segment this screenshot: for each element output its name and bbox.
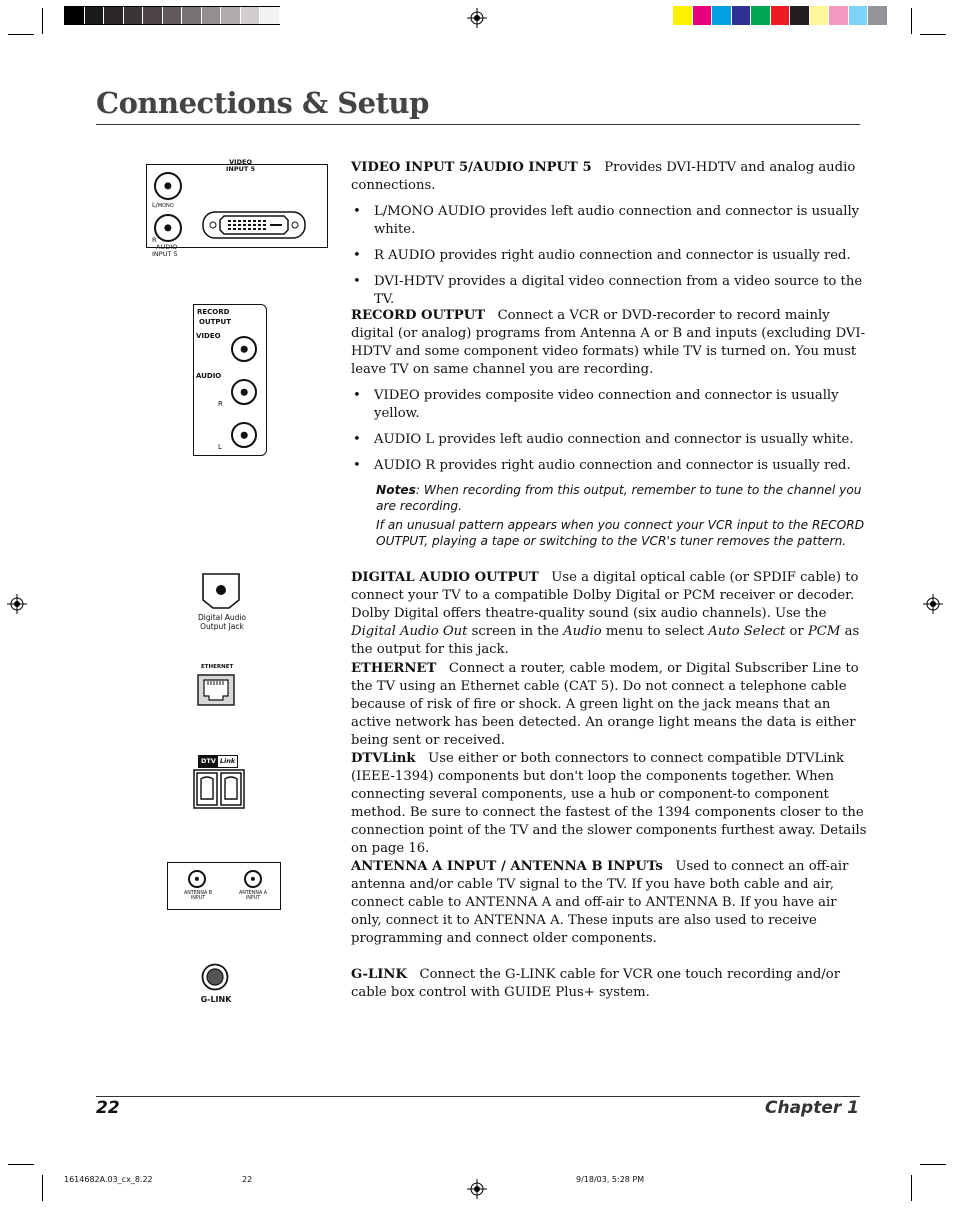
color-swatch [771,6,791,25]
antenna-a-input-label: INPUT [245,896,261,901]
color-swatch [124,7,144,24]
color-swatch [202,7,222,24]
record-output-illustration [193,304,267,456]
section-heading: DIGITAL AUDIO OUTPUT [351,570,539,585]
record-audio-l-jack [231,422,257,448]
section-g-link [351,966,867,1010]
section-record-output [351,307,867,553]
color-swatch [85,7,105,24]
section-antenna-inputs [351,858,867,956]
list-item: • AUDIO R provides right audio connection and connector is usually red. [351,457,867,475]
audio-label: AUDIO [156,243,178,251]
section-text: Connect the G-LINK cable for VCR one touch recording and/or cable box control with GUIDE Plus+ system. [351,967,840,1000]
process-color-bar [673,6,889,25]
slug-filename: 1614682A.03_cx_8.22 [64,1175,153,1184]
antenna-inputs-illustration [167,862,281,910]
footer-rule [96,1096,860,1097]
color-swatch [260,7,280,24]
section-text: Used to connect an off-air antenna and/or cable TV signal to the TV. If you have both cable and air, connect cable to ANTENNA A and off-air to ANTENNA B. If you have air only, connect it to ANTENNA A. These inputs are also used to receive programming and connect older components. [351,859,849,946]
color-swatch [790,6,810,25]
section-digital-audio-output: DIGITAL AUDIO OUTPUT Use a digital optical cable (or SPDIF cable) to connect your TV to a compatible Dolby Digital or PCM receiver or decoder. Dolby Digital offers theatre-quality sound (six audio channels). Use the Digital Audio Out screen in the Audio menu to select Auto Select or PCM as the output for this jack. [351,570,860,657]
list-item: • AUDIO L provides left audio connection and connector is usually white. [351,431,867,449]
section-heading: ETHERNET [351,661,437,676]
list-item: • L/MONO AUDIO provides left audio connection and connector is usually white. [351,203,867,239]
digital-audio-illustration [192,572,252,638]
audio-label: AUDIO [196,372,222,380]
grayscale-color-bar [64,6,280,25]
section-dtvlink [351,750,867,866]
section-heading: G-LINK [351,967,407,982]
ethernet-jack-icon [197,674,235,706]
antenna-b-input-label: INPUT [190,896,206,901]
record-label: RECORD [197,308,230,316]
ieee1394-ports-icon [193,769,245,809]
registration-target-icon [467,8,487,28]
section-ethernet [351,660,867,758]
r-label: R [152,236,157,244]
notes-label: Notes [376,483,416,497]
video-input-5-illustration [146,160,330,260]
color-swatch [712,6,732,25]
mono-label: MONO [157,203,174,209]
color-swatch [751,6,771,25]
g-link-label: G-LINK [200,995,232,1004]
dvi-connector-icon [202,208,306,242]
section-text: Connect a router, cable modem, or Digital Subscriber Line to the TV using an Ethernet cable (CAT 5). Do not connect a telephone cable because of risk of fire or shock. A green light on the jack means that an active network has been detected. An orange light means the data is either being sent or received. [351,661,859,748]
digital-audio-caption: Digital Audio [197,613,247,622]
record-audio-r-jack [231,379,257,405]
color-swatch [221,7,241,24]
color-swatch [868,6,888,25]
color-swatch [241,7,261,24]
list-item: • R AUDIO provides right audio connection and connector is usually red. [351,247,867,265]
dtvlink-illustration [193,753,245,809]
optical-jack-icon [201,572,241,610]
l-label: L [218,443,222,451]
registration-target-icon [923,594,943,614]
l-mono-audio-jack [154,172,182,200]
l-label: L/ [152,201,158,209]
section-intro: Provides DVI-HDTV and analog audio connections. [351,160,856,193]
antenna-b-label: ANTENNA B [183,891,213,896]
r-audio-jack [154,214,182,242]
title-rule [96,124,860,125]
input5-label: INPUT 5 [226,165,256,173]
color-swatch [163,7,183,24]
link-logo-text: Link [219,757,236,765]
color-swatch [673,6,693,25]
ethernet-label: ETHERNET [201,664,234,670]
note-1 [376,483,867,514]
note-2: If an unusual pattern appears when you connect your VCR input to the RECORD OUTPUT, playing a tape or switching to the VCR's tuner removes the pattern. [376,518,865,548]
chapter-label: Chapter 1 [764,1098,859,1118]
registration-target-icon [467,1179,487,1199]
page-title: Connections & Setup [96,86,429,120]
section-heading: VIDEO INPUT 5/AUDIO INPUT 5 [351,160,592,175]
section-heading: RECORD OUTPUT [351,308,486,323]
list-item: • VIDEO provides composite video connection and connector is usually yellow. [351,387,867,423]
antenna-a-jack [244,870,262,888]
ethernet-illustration [196,663,246,709]
antenna-a-label: ANTENNA A [238,891,268,896]
note-1-text: : When recording from this output, remember to tune to the channel you are recording. [376,483,862,513]
color-swatch [732,6,752,25]
section-heading: ANTENNA A INPUT / ANTENNA B INPUTs [351,859,663,874]
color-swatch [104,7,124,24]
g-link-illustration [196,962,238,1008]
color-swatch [182,7,202,24]
section-intro: Connect a VCR or DVD-recorder to record mainly digital (or analog) programs from Antenna A or B and inputs (excluding DVI-HDTV and some component video formats) while TV is turned on. You must leave TV on same channel you are recording. [351,308,866,377]
color-swatch [65,7,85,24]
r-label: R [218,400,223,408]
dtv-logo-text: DTV [201,757,216,765]
color-swatch [829,6,849,25]
section-text: Use either or both connectors to connect compatible DTVLink (IEEE-1394) components but don't loop the components together. When connecting several components, use a hub or component-to component method. Be sure to connect the fastest of the 1394 components closer to the connection point of the TV and the slower components furthest away. Details on page 16. [351,751,867,856]
registration-target-icon [7,594,27,614]
color-swatch [693,6,713,25]
list-item: • DVI-HDTV provides a digital video connection from a video source to the TV. [351,273,867,309]
g-link-jack-icon [201,963,229,991]
color-swatch [810,6,830,25]
record-video-jack [231,336,257,362]
page-number: 22 [96,1098,120,1118]
color-swatch [849,6,869,25]
color-swatch [143,7,163,24]
input5-bottom-label: INPUT 5 [152,250,178,258]
antenna-b-jack [188,870,206,888]
section-heading: DTVLink [351,751,416,766]
output-jack-caption: Output Jack [200,622,244,631]
slug-date: 9/18/03, 5:28 PM [576,1175,645,1184]
video-label: VIDEO [229,158,252,166]
slug-page: 22 [242,1175,253,1184]
video-label: VIDEO [196,332,221,340]
output-label: OUTPUT [199,318,231,326]
section-video-input-5 [351,159,867,317]
